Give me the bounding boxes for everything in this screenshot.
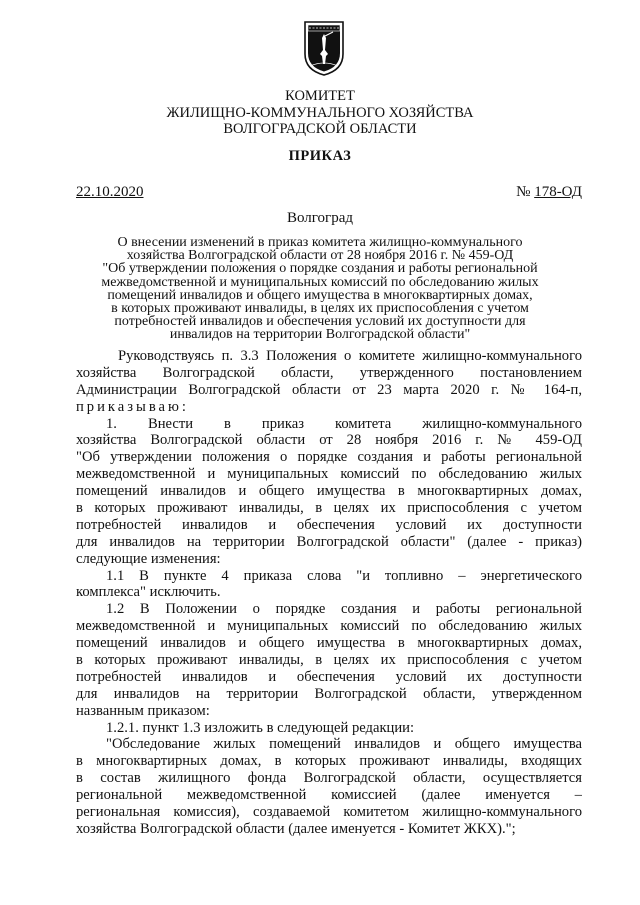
body-line: 1.1 В пункте 4 приказа слова "и топливно – энергетического [106, 567, 582, 584]
document-type: ПРИКАЗ [288, 148, 352, 164]
body-line: Администрации Волгоградской области от 23 марта 2020 г. № 164-п, [76, 381, 582, 398]
body-line: следующие изменения: [76, 550, 221, 567]
body-line: 1.2 В Положении о порядке создания и работы региональной [106, 601, 582, 618]
body-line: региональной межведомственной комиссией (далее именуется – [76, 787, 582, 804]
document-number [516, 184, 582, 201]
body-line: хозяйства Волгоградской области от 28 ноября 2016 г. № 459-ОД [76, 432, 582, 449]
committee-heading-line2: ЖИЛИЩНО-КОММУНАЛЬНОГО ХОЗЯЙСТВА [166, 105, 474, 121]
body-line: помещений инвалидов и общего имущества в многоквартирных домах, [76, 635, 582, 652]
title-line: межведомственной и муниципальных комиссий по обследованию жилых [101, 274, 539, 290]
body-line: в которых проживают инвалиды, в целях их приспособления с учетом [76, 500, 582, 517]
title-line: помещений инвалидов и общего имущества в многоквартирных домах, [107, 287, 533, 303]
body-line: 1.2.1. пункт 1.3 изложить в следующей редакции: [106, 719, 415, 736]
body-line: "Об утверждении положения о порядке создания и работы региональной [76, 449, 582, 466]
body-line: названным приказом: [76, 702, 210, 719]
body-line: потребностей инвалидов и обеспечения условий их доступности [76, 516, 582, 533]
body-line: 1. Внести в приказ комитета жилищно-коммунального [106, 415, 582, 432]
body-line: межведомственной и муниципальных комиссий по обследованию жилых [76, 466, 582, 483]
document-date: 22.10.2020 [76, 184, 144, 200]
document-body [76, 348, 582, 838]
body-line: Руководствуясь п. 3.3 Положения о комитете жилищно-коммунального [118, 348, 582, 364]
body-line: в которых проживают инвалиды, в целях их приспособления с учетом [76, 652, 582, 669]
body-line: региональная комиссия), создаваемой комитетом жилищно-коммунального [76, 804, 582, 821]
body-line: в состав жилищного фонда Волгоградской области, осуществляется [76, 770, 582, 787]
body-line: "Обследование жилых помещений инвалидов и общего имущества [106, 736, 582, 753]
body-line: в многоквартирных домах, в которых проживают инвалиды, входящих [76, 753, 582, 770]
title-line: "Об утверждении положения о порядке создания и работы региональной [102, 261, 538, 277]
title-line: инвалидов на территории Волгоградской области" [169, 327, 471, 343]
title-line: в которых проживают инвалиды, в целях их приспособления с учетом [111, 301, 529, 317]
body-line: хозяйства Волгоградской области (далее именуется - Комитет ЖКХ)."; [76, 820, 516, 837]
committee-heading-line1: КОМИТЕТ [285, 88, 355, 104]
body-line: хозяйства Волгоградской области, утвержденного постановлением [76, 364, 582, 381]
body-line: межведомственной и муниципальных комиссий по обследованию жилых [76, 618, 582, 635]
title-line: хозяйства Волгоградской области от 28 ноября 2016 г. № 459-ОД [126, 248, 514, 264]
document-city: Волгоград [286, 210, 353, 226]
body-line: для инвалидов на территории Волгоградской области, утвержденном [76, 685, 582, 702]
number-value: 178-ОД [534, 184, 582, 200]
coat-of-arms-icon [303, 20, 345, 76]
body-line: для инвалидов на территории Волгоградской области" (далее - приказ) [76, 533, 582, 550]
title-line: О внесении изменений в приказ комитета жилищно-коммунального [117, 235, 523, 250]
body-line-order-verb: приказываю: [76, 398, 189, 415]
number-prefix: № [516, 184, 535, 200]
body-line: комплекса" исключить. [76, 584, 221, 601]
body-line: помещений инвалидов и общего имущества в многоквартирных домах, [76, 483, 582, 500]
body-line: потребностей инвалидов и обеспечения условий их доступности [76, 668, 582, 685]
title-line: потребностей инвалидов и обеспечения условий их доступности для [114, 314, 526, 330]
document-title [70, 236, 570, 342]
committee-heading-line3: ВОЛГОГРАДСКОЙ ОБЛАСТИ [223, 121, 417, 137]
